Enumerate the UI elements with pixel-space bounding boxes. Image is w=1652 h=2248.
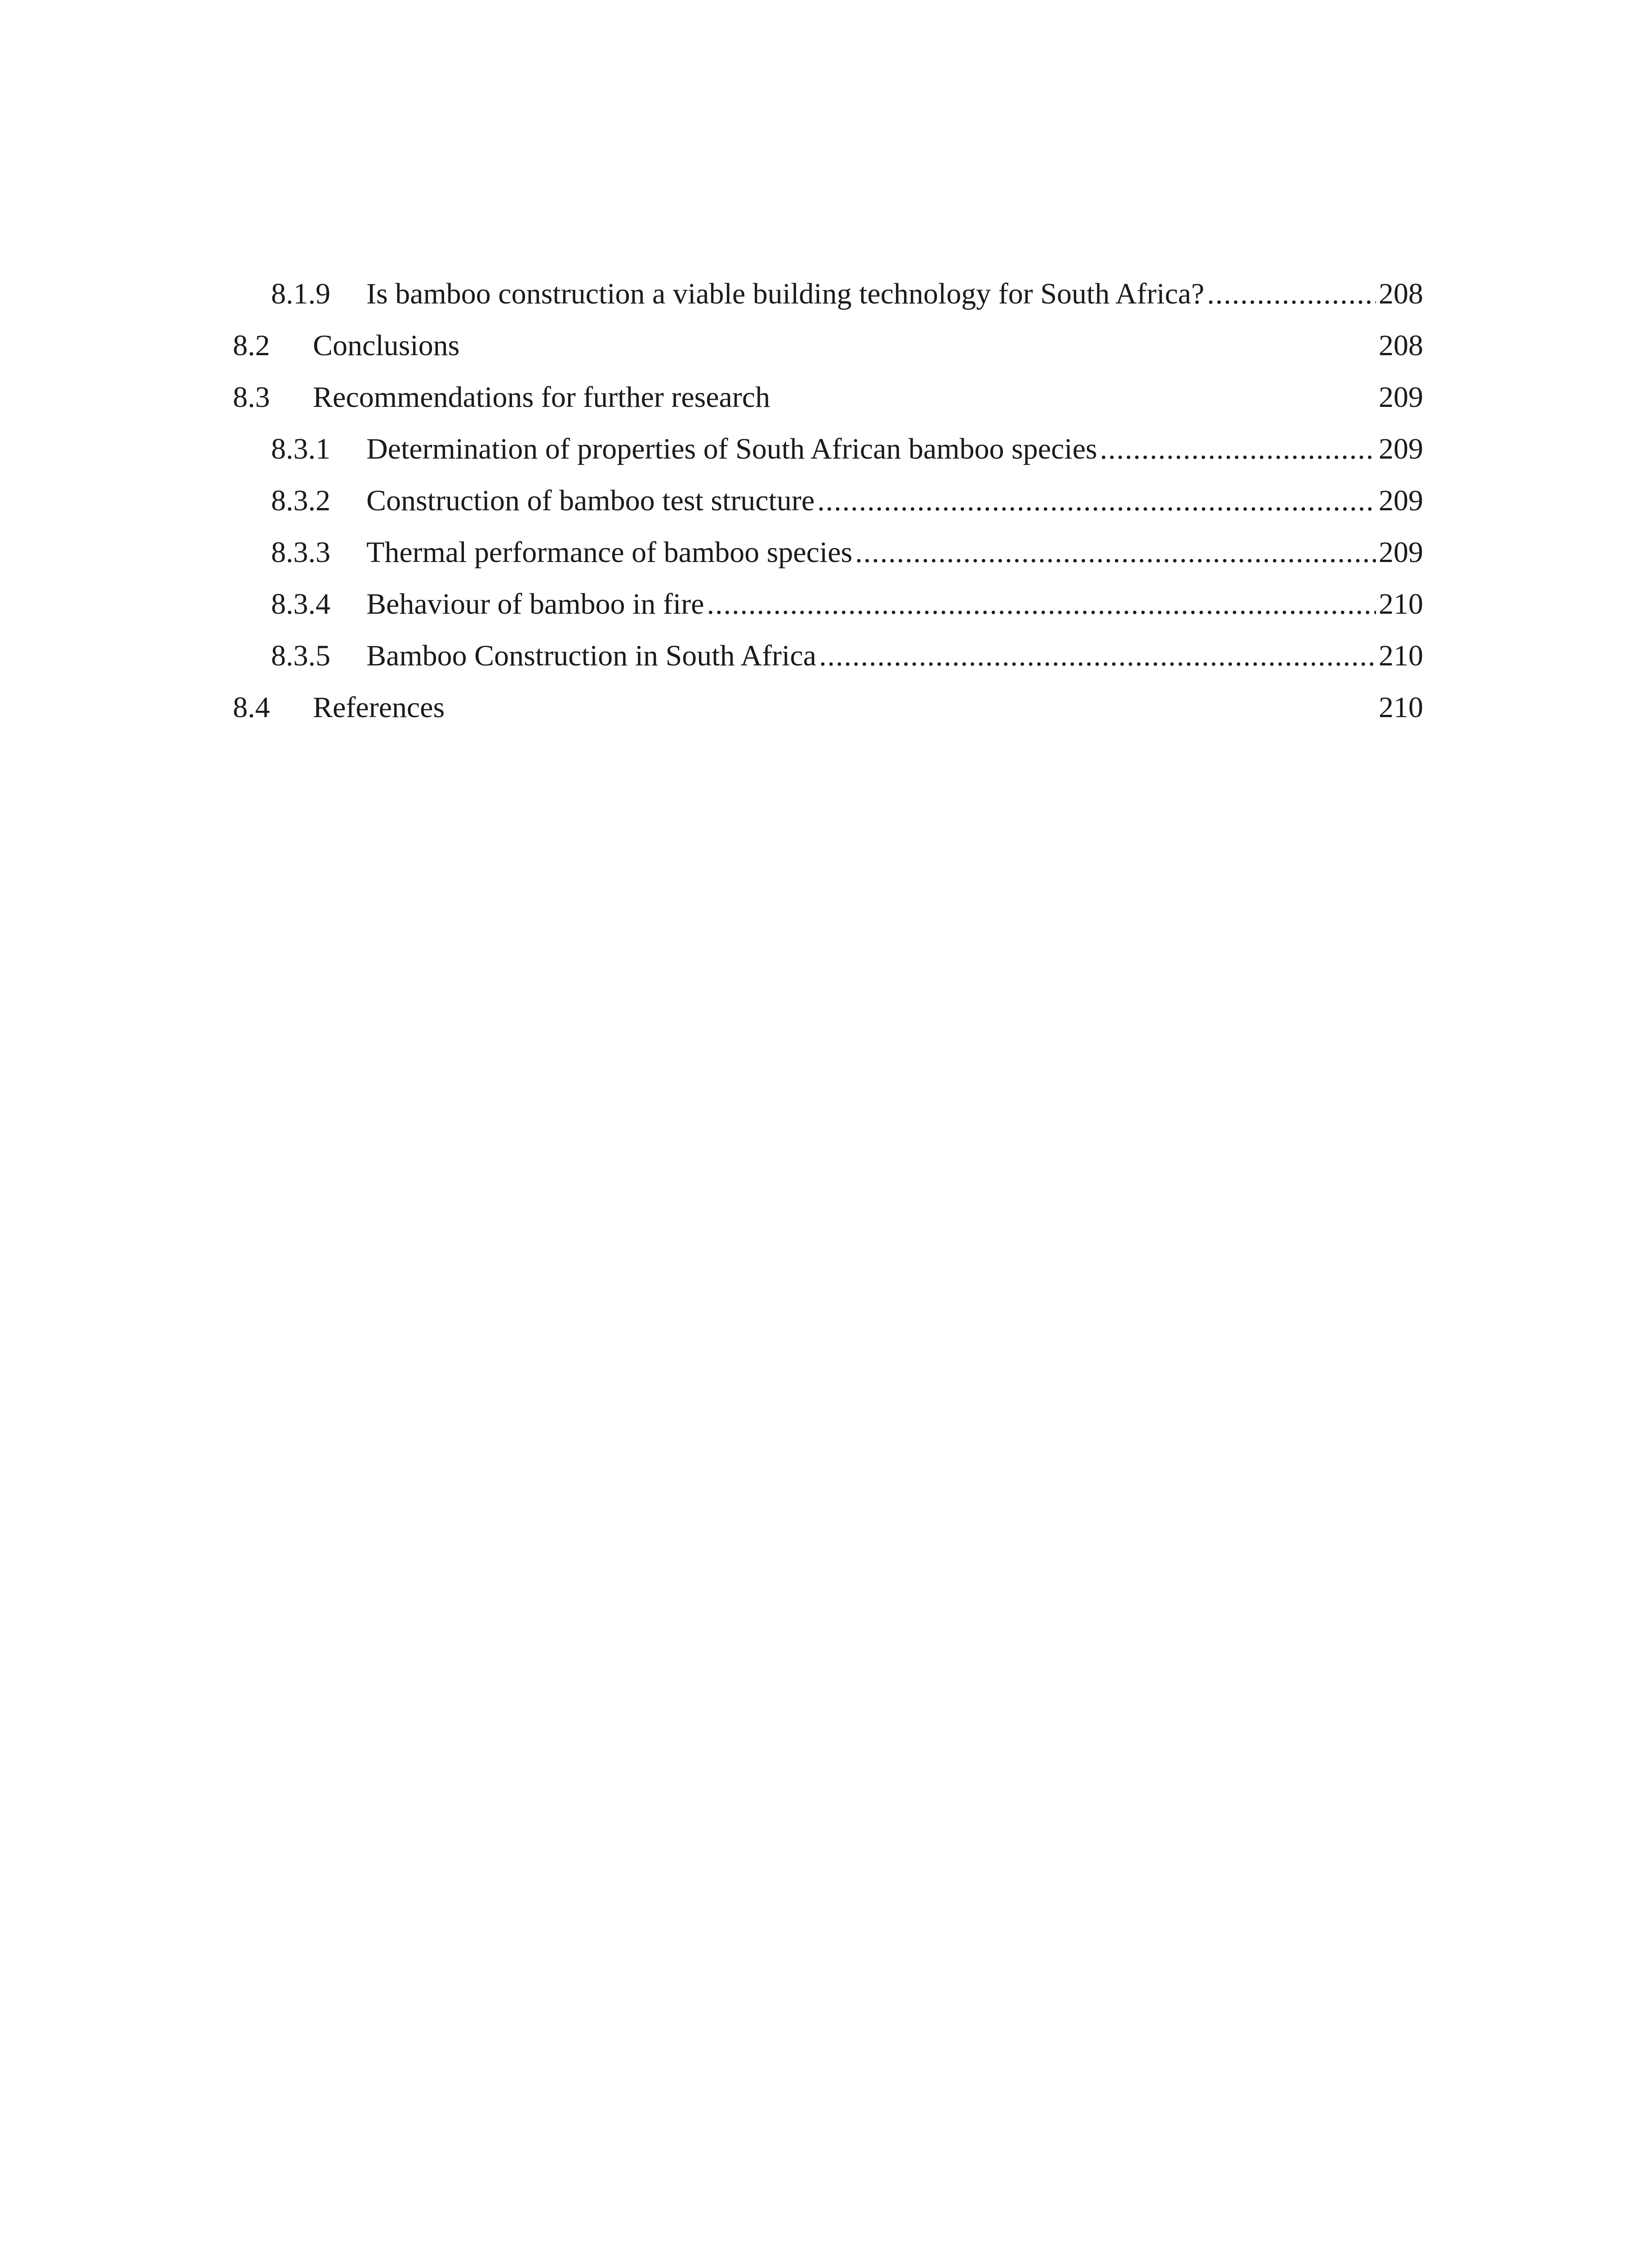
- toc-entry-page: 209: [1379, 536, 1423, 569]
- toc-entry-number: 8.4: [233, 691, 270, 724]
- toc-entry[interactable]: [233, 682, 1423, 733]
- dot-leader: [707, 578, 1376, 630]
- toc-entry[interactable]: [233, 320, 1423, 371]
- dot-leader: [817, 475, 1376, 526]
- toc-entry-number: 8.3.4: [271, 588, 330, 620]
- dot-leader: [819, 630, 1376, 682]
- toc-entry-title: Conclusions: [313, 329, 460, 362]
- toc-entry-page: 210: [1379, 639, 1423, 672]
- dot-leader: [1207, 268, 1376, 320]
- toc-entry[interactable]: [233, 475, 1423, 526]
- toc-entry-number: 8.3.2: [271, 484, 330, 517]
- toc-entry-page: 208: [1379, 329, 1423, 362]
- toc-entry-title: Determination of properties of South African bamboo species: [366, 433, 1097, 465]
- toc-entry-number: 8.1.9: [271, 277, 330, 310]
- dot-leader: [855, 526, 1376, 578]
- toc-entry-number: 8.3.1: [271, 433, 330, 465]
- toc-entry[interactable]: [233, 630, 1423, 682]
- toc-entry-title: Recommendations for further research: [313, 381, 770, 414]
- toc-entry-title: Is bamboo construction a viable building technology for South Africa?: [366, 277, 1205, 310]
- toc-entry[interactable]: [233, 578, 1423, 630]
- toc-entry[interactable]: [233, 526, 1423, 578]
- toc-entry-title: Bamboo Construction in South Africa: [366, 639, 816, 672]
- toc-entry-title: References: [313, 691, 445, 724]
- toc-entry-page: 209: [1379, 381, 1423, 414]
- toc-entry[interactable]: [233, 423, 1423, 475]
- toc-entry-number: 8.3.5: [271, 639, 330, 672]
- dot-leader: [1100, 423, 1376, 475]
- toc-entry-page: 209: [1379, 484, 1423, 517]
- toc-entry-number: 8.3: [233, 381, 270, 414]
- toc-entry-title: Thermal performance of bamboo species: [366, 536, 853, 569]
- toc-entry-number: 8.3.3: [271, 536, 330, 569]
- toc-entry[interactable]: [233, 371, 1423, 423]
- table-of-contents: [233, 268, 1423, 733]
- toc-entry-page: 208: [1379, 277, 1423, 310]
- toc-entry[interactable]: [233, 268, 1423, 320]
- toc-entry-page: 209: [1379, 433, 1423, 465]
- toc-entry-page: 210: [1379, 691, 1423, 724]
- toc-entry-page: 210: [1379, 588, 1423, 620]
- toc-entry-title: Construction of bamboo test structure: [366, 484, 815, 517]
- toc-entry-number: 8.2: [233, 329, 270, 362]
- toc-entry-title: Behaviour of bamboo in fire: [366, 588, 704, 620]
